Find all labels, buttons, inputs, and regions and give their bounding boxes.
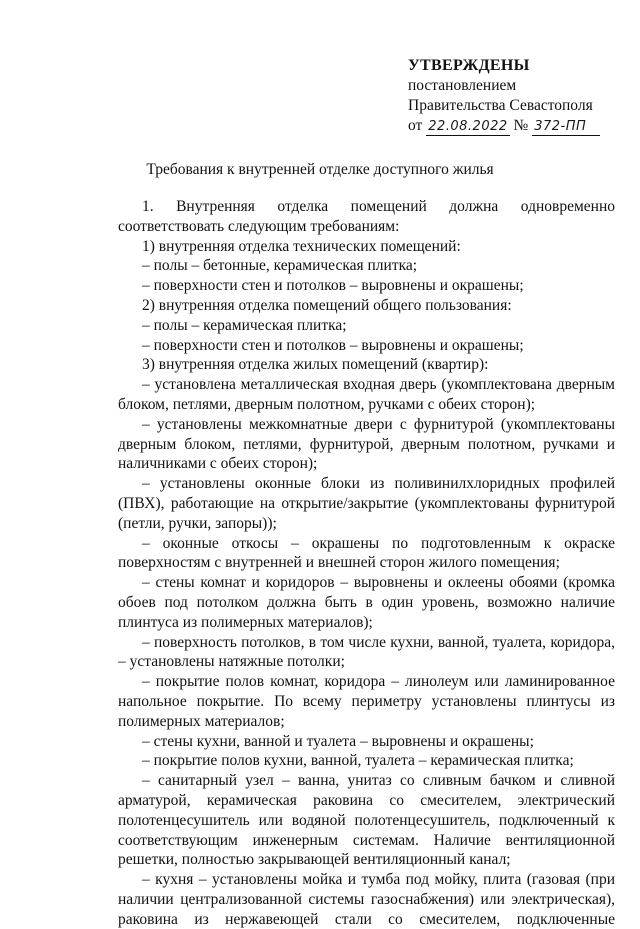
paragraph-14: – поверхность потолков, в том числе кухни, ванной, туалета, коридора, – установлены натяжные потолки; — [118, 633, 615, 671]
handwritten-date: 22.08.2022 — [428, 119, 508, 134]
paragraph-8: 3) внутренняя отделка жилых помещений (квартир): — [142, 356, 489, 374]
approval-stamp — [408, 56, 628, 136]
approval-heading: УТВЕРЖДЕНЫ — [408, 57, 530, 74]
date-prefix: от — [408, 117, 423, 134]
paragraph-7: – поверхности стен и потолков – выровнены и окрашены; — [142, 336, 524, 354]
paragraph-4: – поверхности стен и потолков – выровнены и окрашены; — [142, 277, 524, 295]
approval-line-1: постановлением — [408, 77, 517, 94]
paragraph-17: – покрытие полов кухни, ванной, туалета – керамическая плитка; — [142, 752, 574, 770]
paragraph-10: – установлены межкомнатные двери с фурнитурой (укомплектованы дверным блоком, петлями, фурнитурой, дверным полотном, ручками и наличниками с обеих сторон); — [118, 415, 615, 473]
paragraph-2: 1) внутренняя отделка технических помещений: — [142, 237, 461, 255]
paragraph-11: – установлены оконные блоки из поливинилхлоридных профилей (ПВХ), работающие на открытие/закрытие (укомплектованы фурнитурой (петли, ручки, запоры)); — [118, 475, 615, 532]
approval-line-2: Правительства Севастополя — [408, 97, 593, 114]
paragraph-3: – полы – бетонные, керамическая плитка; — [142, 257, 418, 275]
paragraph-6: – полы – керамическая плитка; — [142, 316, 347, 334]
approval-date-line — [408, 116, 628, 136]
handwritten-number: 372-ПП — [532, 119, 600, 136]
document-title: Требования к внутренней отделке доступного жилья — [146, 161, 494, 178]
paragraph-16: – стены кухни, ванной и туалета – выровнены и окрашены; — [142, 732, 534, 750]
paragraph-1: 1. Внутренняя отделка помещений должна одновременно соответствовать следующим требованиям: — [118, 198, 615, 235]
paragraph-18: – санитарный узел – ванна, унитаз со сливным бачком и сливной арматурой, керамическая раковина со смесителем, электрический полотенцесушитель или водяной полотенцесушитель, подключенный к соответствующим инженерным системам. Наличие вентиляционной решетки, полностью закрывающей вентиляционный канал; — [118, 772, 615, 869]
number-sign: № — [513, 117, 529, 134]
paragraph-9: – установлена металлическая входная дверь (укомплектована дверным блоком, петлями, дверным полотном, ручками с обеих сторон); — [118, 376, 615, 413]
paragraph-5: 2) внутренняя отделка помещений общего пользования: — [142, 296, 512, 314]
paragraph-15: – покрытие полов комнат, коридора – линолеум или ламинированное напольное покрытие. По всему периметру установлены плинтусы из полимерных материалов; — [118, 673, 615, 730]
paragraph-12: – оконные откосы – окрашены по подготовленным к окраске поверхностям с внутренней и внешней сторон жилого помещения; — [118, 534, 615, 572]
paragraph-19: – кухня – установлены мойка и тумба под мойку, плита (газовая (при наличии централизованной системы газоснабжения) или электрическая), раковина из нержавеющей стали со смесителем, подключенные — [118, 871, 615, 928]
paragraph-13: – стены комнат и коридоров – выровнены и оклеены обоями (кромка обоев под потолком должна быть в один уровень, возможно наличие плинтуса из полимерных материалов); — [118, 574, 615, 631]
document-body — [118, 197, 615, 929]
